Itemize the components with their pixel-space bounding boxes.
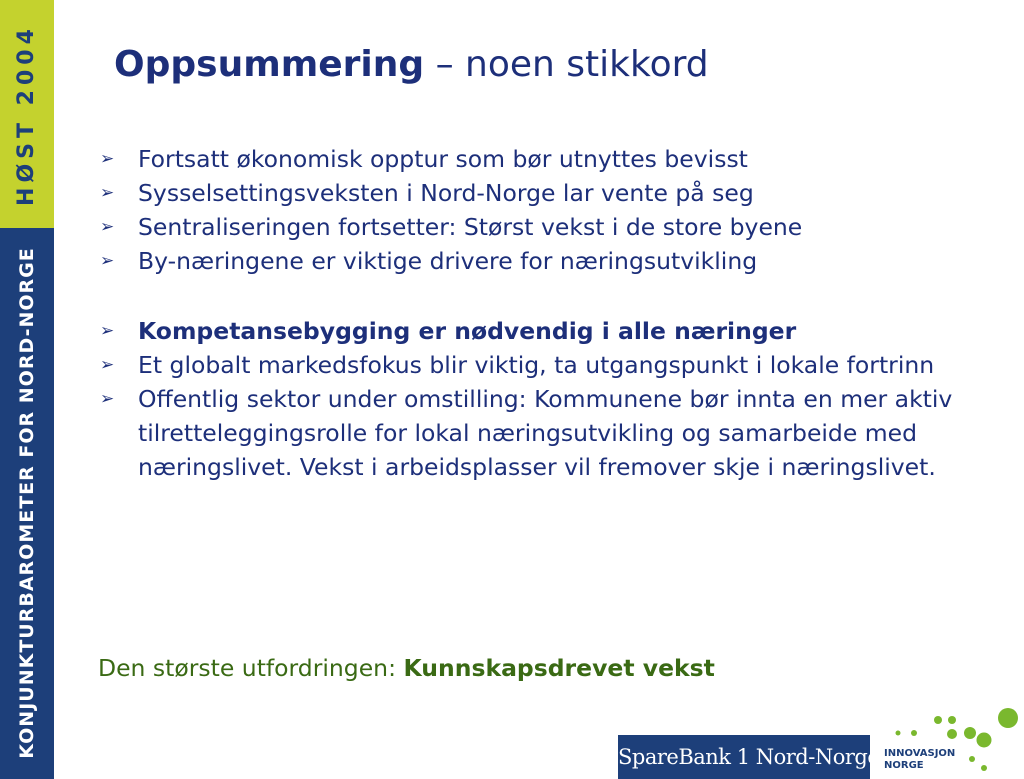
page-title	[114, 44, 709, 85]
sidebar-report-label: KONJUNKTURBAROMETER FOR NORD-NORGE	[16, 247, 38, 759]
list-item-text: Fortsatt økonomisk opptur som bør utnyttes bevisst	[138, 145, 748, 173]
arrow-bullet-icon: ➢	[100, 321, 115, 341]
arrow-bullet-icon: ➢	[100, 149, 115, 169]
logo-dot	[911, 730, 917, 736]
arrow-bullet-icon: ➢	[100, 183, 115, 203]
logo-dot	[977, 733, 992, 748]
innovasjon-wordmark	[884, 748, 955, 772]
logo-dot	[948, 716, 956, 724]
logo-dot	[896, 731, 901, 736]
key-challenge-emphasis: Kunnskapsdrevet vekst	[403, 654, 715, 682]
list-item-text: Et globalt markedsfokus blir viktig, ta utgangspunkt i lokale fortrinn	[138, 351, 935, 379]
list-item	[98, 142, 1003, 176]
logo-dot	[947, 729, 957, 739]
list-item	[98, 244, 1003, 278]
list-item-text: Kompetansebygging er nødvendig i alle næringer	[138, 317, 797, 345]
logo-dot	[998, 708, 1018, 728]
logo-dot	[981, 765, 987, 771]
innovasjon-line1: INNOVASJON	[884, 748, 956, 759]
arrow-bullet-icon: ➢	[100, 251, 115, 271]
page-title-bold: Oppsummering	[114, 44, 425, 85]
innovasjon-line2: NORGE	[884, 760, 924, 771]
list-item	[98, 176, 1003, 210]
logo-dot	[934, 716, 942, 724]
sidebar-season-label: HØST 2004	[14, 24, 39, 206]
arrow-bullet-icon: ➢	[100, 355, 115, 375]
list-item	[98, 314, 1003, 348]
key-challenge-line	[98, 654, 715, 682]
list-item-text: Offentlig sektor under omstilling: Kommunene bør innta en mer aktiv tilretteleggingsrolle for lokal næringsutvikling og samarbeide med næringslivet. Vekst i arbeidsplasser vil fremover skje i næringslivet.	[138, 385, 953, 481]
list-item-text: Sysselsettingsveksten i Nord-Norge lar vente på seg	[138, 179, 754, 207]
logo-dot	[964, 727, 976, 739]
list-item	[98, 348, 1003, 382]
summary-bullet-list	[98, 142, 1003, 484]
key-challenge-label: Den største utfordringen:	[98, 654, 404, 682]
arrow-bullet-icon: ➢	[100, 217, 115, 237]
list-item-text: By-næringene er viktige drivere for næringsutvikling	[138, 247, 758, 275]
list-item	[98, 382, 1003, 484]
page-title-rest: – noen stikkord	[424, 44, 709, 85]
list-item	[98, 210, 1003, 244]
arrow-bullet-icon: ➢	[100, 389, 115, 409]
list-item-text: Sentraliseringen fortsetter: Størst vekst i de store byene	[138, 213, 803, 241]
sparebank-logo: SpareBank 1 Nord-Norge	[618, 735, 870, 779]
logo-dot	[969, 756, 975, 762]
